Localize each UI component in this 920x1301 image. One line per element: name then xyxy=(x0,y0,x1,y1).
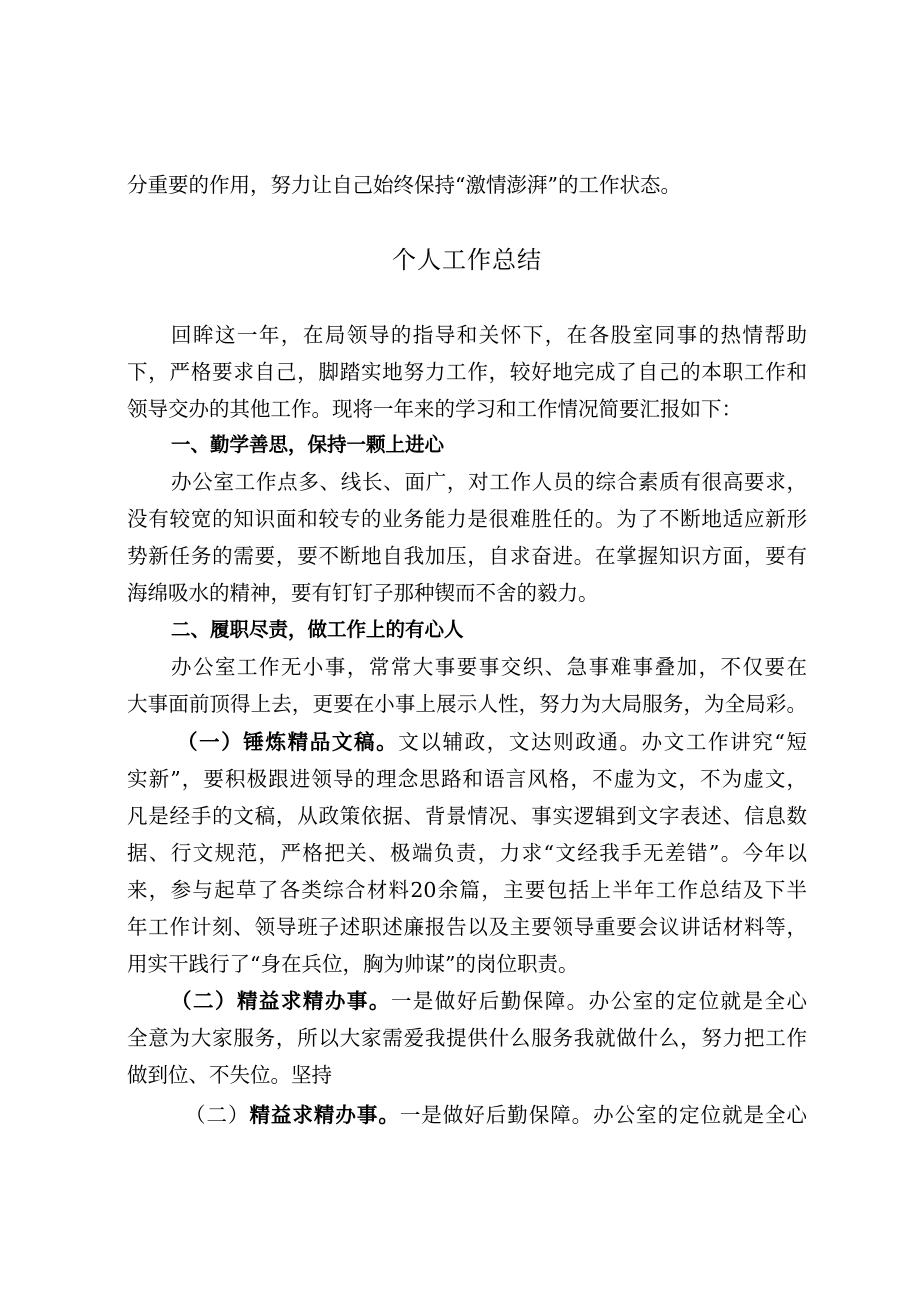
subsection-1-first-text: 文以辅政，文达则政通。办文工作讲究“短 xyxy=(398,730,807,754)
document-title: 个人工作总结 xyxy=(392,246,542,274)
subsection-2-line-2: 全意为大家服务，所以大家需爱我提供什么服务我就做什么，努力把工作 xyxy=(127,1026,807,1050)
subsection-1-line-7: 用实干践行了“身在兵位，胸为帅谋”的岗位职责。 xyxy=(127,952,579,976)
section-1-line-4: 海绵吸水的精神，要有钉钉子那种锲而不舍的毅力。 xyxy=(127,581,599,605)
section-1-heading: 一、勤学善思，保持一颗上进心 xyxy=(171,433,445,456)
section-2-heading: 二、履职尽责，做工作上的有心人 xyxy=(171,618,464,641)
subsection-2-first-text: 一是做好后勤保障。办公室的定位就是全心 xyxy=(390,989,807,1013)
subsection-2-first-line xyxy=(127,984,807,1018)
continuation-paragraph: 分重要的作用，努力让自己始终保持“激情澎湃”的工作状态。 xyxy=(127,173,681,197)
subsection-2-line-3: 做到位、不失位。坚持 xyxy=(127,1063,332,1087)
subsection-2-repeat-label-bold: 精益求精办事。 xyxy=(249,1103,400,1127)
intro-line-3: 领导交办的其他工作。现将一年来的学习和工作情况简要汇报如下： xyxy=(127,397,742,421)
subsection-1-line-6: 年工作计刻、领导班子述职述廉报告以及主要领导重要会议讲话材料等， xyxy=(127,915,807,939)
subsection-2-repeat-label-open: （二） xyxy=(185,1103,250,1127)
section-1-line-3: 势新任务的需要，要不断地自我加压，自求奋进。在掌握知识方面，要有 xyxy=(127,544,807,568)
subsection-1-first-line xyxy=(127,725,807,759)
subsection-1-line-5: 来，参与起草了各类综合材料20余篇，主要包括上半年工作总结及下半 xyxy=(127,878,807,902)
section-1-line-2: 没有较宽的知识面和较专的业务能力是很难胜任的。为了不断地适应新形 xyxy=(127,507,807,531)
section-1-line-1: 办公室工作点多、线长、面广，对工作人员的综合素质有很高要求， xyxy=(171,470,807,494)
subsection-1-line-4: 据、行文规范，严格把关、极端负责，力求“文经我手无差错”。今年以 xyxy=(127,841,807,865)
subsection-1-label: （一）锤炼精品文稿。 xyxy=(177,730,399,754)
subsection-1-line-2: 实新”，要积极跟进领导的理念思路和语言风格，不虚为文，不为虚文， xyxy=(127,767,807,791)
subsection-2-repeat-line xyxy=(127,1098,807,1132)
intro-line-2: 下，严格要求自己，脚踏实地努力工作，较好地完成了自己的本职工作和 xyxy=(127,360,807,384)
subsection-1-line-3: 凡是经手的文稿，从政策依据、背景情况、事实逻辑到文字表述、信息数 xyxy=(127,804,807,828)
intro-line-1: 回眸这一年，在局领导的指导和关怀下，在各股室同事的热情帮助 xyxy=(171,323,807,347)
subsection-2-repeat-text: 一是做好后勤保障。办公室的定位就是全心 xyxy=(399,1103,807,1127)
section-2-line-2: 大事面前顶得上去，更要在小事上展示人性，努力为大局服务，为全局彩。 xyxy=(127,692,807,716)
section-2-line-1: 办公室工作无小事，常常大事要事交织、急事难事叠加，不仅要在 xyxy=(171,655,807,679)
subsection-2-label: （二）精益求精办事。 xyxy=(171,989,391,1013)
